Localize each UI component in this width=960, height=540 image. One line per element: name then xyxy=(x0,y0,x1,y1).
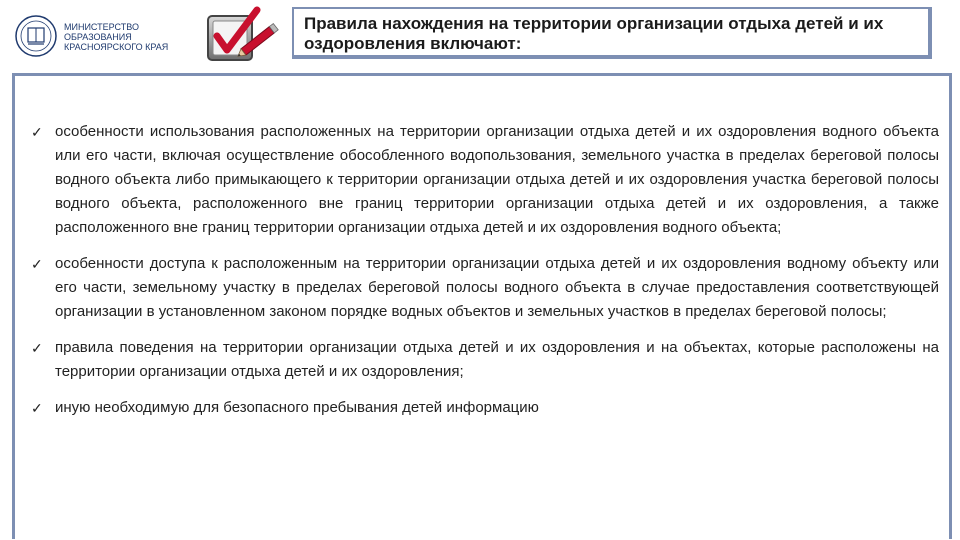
logo-text-line: МИНИСТЕРСТВО xyxy=(64,22,139,32)
checkmark-icon: ✓ xyxy=(31,400,43,416)
ministry-logo xyxy=(14,14,174,58)
logo-text xyxy=(64,22,168,52)
list-item-text: иную необходимую для безопасного пребывания детей информацию xyxy=(55,399,539,416)
list-item-text: особенности использования расположенных на территории организации отдыха детей и их оздоровления водного объекта или его части, включая осуществление обособленного водопользования, земельного участка в пределах береговой полосы водного объекта либо примыкающего к территории организации отдыха детей и их оздоровления участка береговой полосы водного объекта, расположенного вне границ территории организации отдыха детей и их оздоровления, а также расположенного вне границ территории организации отдыха детей и их оздоровления водного объекта; xyxy=(55,123,939,236)
list-item xyxy=(31,336,939,384)
title-box xyxy=(292,7,932,59)
list-item xyxy=(31,120,939,240)
list-item xyxy=(31,396,939,420)
ministry-emblem-icon xyxy=(14,14,58,58)
list-item-text: правила поведения на территории организации отдыха детей и их оздоровления и на объектах, которые расположены на территории организации отдыха детей и их оздоровления; xyxy=(55,339,939,380)
logo-text-line: ОБРАЗОВАНИЯ xyxy=(64,32,132,42)
checkmark-icon: ✓ xyxy=(31,124,43,140)
list-item-text: особенности доступа к расположенным на территории организации отдыха детей и их оздоровления водному объекту или его части, земельному участку в пределах береговой полосы водного объекта в случае предоставления соответствующей организации в установленном законом порядке водных объектов и земельных участков в пределах береговой полосы; xyxy=(55,255,939,320)
rules-list xyxy=(31,120,939,432)
content-panel xyxy=(12,73,952,539)
checkmark-icon: ✓ xyxy=(31,256,43,272)
logo-text-line: КРАСНОЯРСКОГО КРАЯ xyxy=(64,42,169,52)
checkmark-icon: ✓ xyxy=(31,340,43,356)
page-title: Правила нахождения на территории организации отдыха детей и их оздоровления включают: xyxy=(304,14,884,53)
checkbox-pen-icon xyxy=(205,4,283,68)
list-item xyxy=(31,252,939,324)
